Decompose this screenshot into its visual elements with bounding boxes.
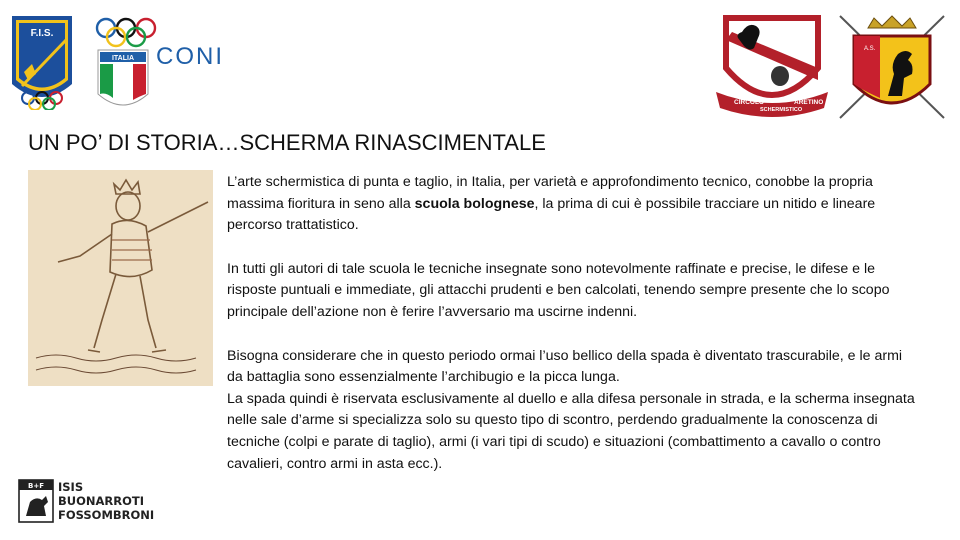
school-initials: B+F (28, 482, 44, 490)
school-name-line-1: ISIS (58, 480, 84, 494)
school-name-line-2: BUONARROTI (58, 494, 145, 508)
paragraph-spada (227, 346, 917, 476)
horse-crest-logo (832, 6, 952, 126)
fis-logo (10, 14, 74, 110)
coni-logo (94, 16, 224, 116)
paragraph-3-line-1: Bisogna considerare che in questo periodo ormai l’uso bellico della spada è diventato trascurabile, e le armi da battaglia sono essenzialmente l’archibugio e la picca lunga. (227, 347, 903, 386)
paragraph-1-start: L’arte schermistica di punta e taglio, in Italia, per varietà e approfondimento tecnico, conobbe la propria massima fioritura in seno alla (227, 174, 873, 212)
scuola-bolognese-highlight: scuola bolognese (414, 195, 535, 212)
paragraph-3-line-2: La spada quindi è riservata esclusivamente al duello e alla difesa personale in strada, e la scherma insegnata nelle sale d’arme si specializza solo su questo tipo di scontro, perdendo gradualmente la conoscenza di tecniche (colpi e parate di taglio), armi (i vari tipi di scudo) e situazioni (combattimento a cavallo o contro cavalieri, contro armi in asta ecc.). (227, 390, 915, 472)
main-text (227, 172, 917, 475)
school-name (58, 480, 154, 522)
coni-italia-text: ITALIA (111, 55, 135, 62)
paragraph-tecniche: In tutti gli autori di tale scuola le tecniche insegnate sono notevolmente raffinate e precise, le difese e le risposte puntuali e immediate, gli attacchi prudenti e ben calcolati, tenendo sempre presente che lo scopo principale dell’azione non è ferire l’avversario ma uscirne indenni. (227, 260, 890, 320)
crest-letters: A.S. (864, 46, 876, 52)
fis-logo-text: F.I.S. (30, 28, 54, 39)
page-title: UN PO’ DI STORIA…SCHERMA RINASCIMENTALE (28, 130, 546, 155)
paragraph-1-end: , la prima di cui è possibile tracciare un nitido e lineare percorso trattatistico. (227, 195, 876, 234)
circolo-right-text: ARETINO (794, 99, 824, 106)
circolo-schermistico-logo (712, 10, 832, 122)
coni-wordmark: CONI (156, 43, 224, 70)
school-name-line-3: FOSSOMBRONI (58, 508, 155, 522)
circolo-mid-text: SCHERMISTICO (760, 107, 803, 113)
renaissance-fencer-illustration (28, 170, 213, 386)
circolo-left-text: CIRCOLO (734, 99, 764, 106)
paragraph-bolognese (227, 172, 917, 237)
